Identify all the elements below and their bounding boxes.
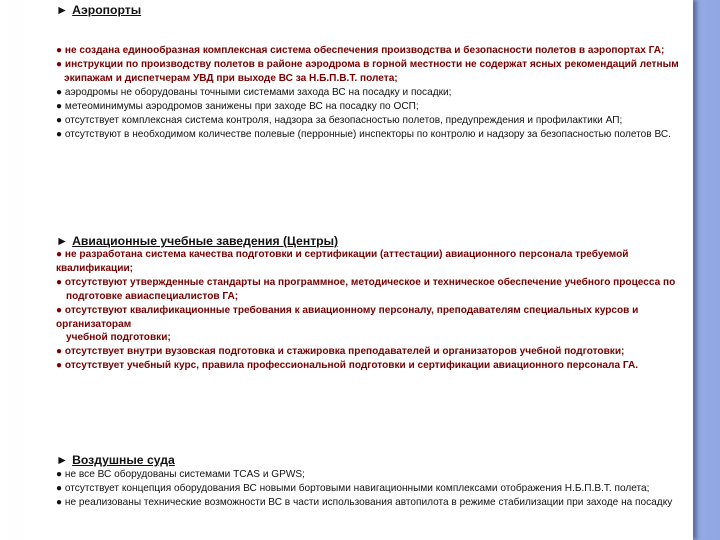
list-item: экипажам и диспетчерам УВД при выходе ВС за Н.Б.П.В.Т. полета; [64,73,398,84]
list-item: подготовке авиаспециалистов ГА; [66,290,239,302]
triangle-arrow-icon: ► [56,453,69,467]
triangle-arrow-icon: ► [56,234,69,248]
section-list-airports [56,44,706,142]
list-item: ● отсутствует концепция оборудования ВС новыми бортовыми навигационными комплексами отображения Н.Б.П.В.Т. полета; [56,483,650,494]
list-item: ● отсутствуют квалификационные требования к авиационному персоналу, преподавателям специальных курсов и организаторам [56,304,639,330]
list-item: учебной подготовки; [66,332,171,344]
list-item: ● не разработана система качества подготовки и сертификации (аттестации) авиационного персонала требуемой квалификации; [56,249,629,274]
list-item: ● аэродромы не оборудованы точными системами захода ВС на посадку и посадки; [56,87,452,98]
section-list-training-centers [56,248,706,373]
list-item: ● не все ВС оборудованы системами TCAS и GPWS; [56,469,305,480]
section-title: Авиационные учебные заведения (Центры) [72,234,339,248]
section-heading-airports [56,3,141,17]
list-item: ● метеоминимумы аэродромов занижены при заходе ВС на посадку по ОСП; [56,101,419,112]
section-title: Аэропорты [72,3,142,17]
list-item: ● отсутствует комплексная система контроля, надзора за безопасностью полетов, предупреждения и профилактики АП; [56,115,623,126]
list-item: ● не создана единообразная комплексная система обеспечения производства и безопасности полетов в аэропортах ГА; [56,45,665,56]
section-list-aircraft [56,468,706,510]
section-heading-training-centers [56,234,338,248]
section-heading-aircraft [56,453,175,467]
list-item: ● отсутствуют в необходимом количестве полевые (перронные) инспекторы по контролю и надзору за безопасностью полетов ВС. [56,129,671,140]
list-item: ● отсутствуют утвержденные стандарты на программное, методическое и техническое обеспечение учебного процесса по [56,276,676,288]
list-item: ● отсутствует учебный курс, правила профессиональной подготовки и сертификации авиационного персонала ГА. [56,360,639,372]
list-item: ● отсутствует внутри вузовская подготовка и стажировка преподавателей и организаторов учебной подготовки; [56,346,625,358]
section-title: Воздушные суда [72,453,175,467]
slide-page [23,0,693,540]
list-item: ● инструкции по производству полетов в районе аэродрома в горной местности не содержат ясных рекомендаций летным [56,59,679,70]
triangle-arrow-icon: ► [56,3,69,17]
list-item: ● не реализованы технические возможности ВС в части использования автопилота в режиме стабилизации при заходе на посадку [56,497,673,508]
